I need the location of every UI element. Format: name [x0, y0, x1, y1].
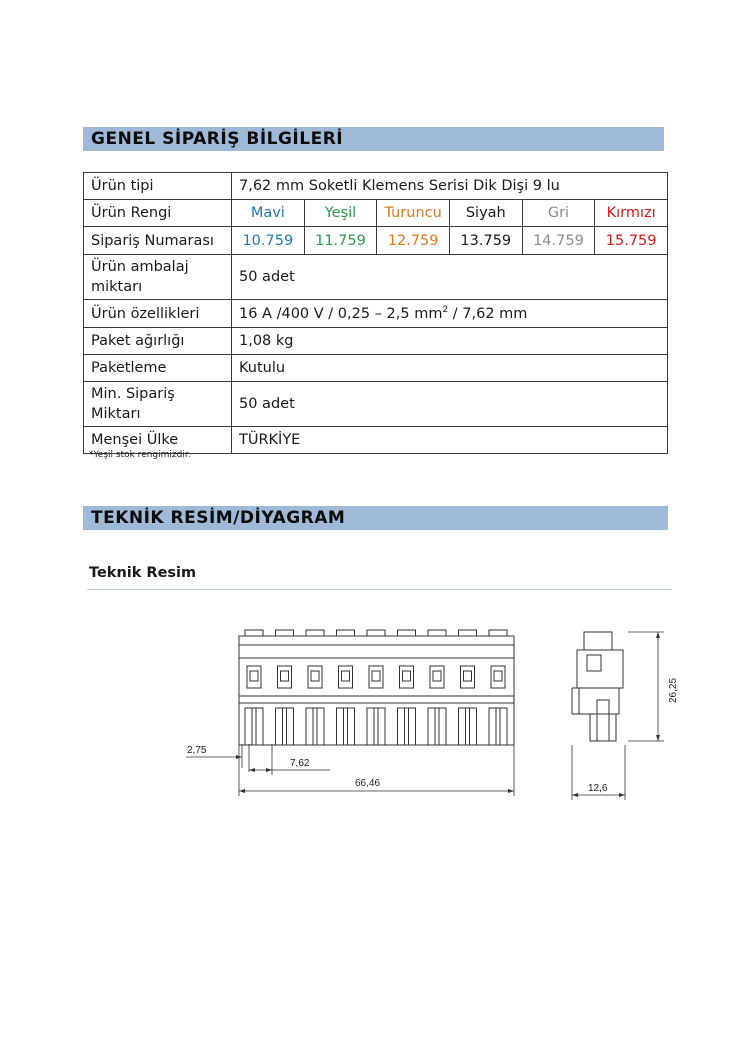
order-code: 10.759 [232, 227, 305, 255]
order-number-label: Sipariş Numarası [84, 227, 232, 255]
dimension-lines [186, 632, 664, 800]
packing-value: Kutulu [232, 355, 668, 382]
section-title-order-info: GENEL SİPARİŞ BİLGİLERİ [83, 127, 664, 151]
stock-color-note: *Yeşil stok rengimizdir. [89, 450, 191, 460]
side-view-drawing [572, 632, 623, 741]
order-code: 14.759 [522, 227, 595, 255]
product-type-value: 7,62 mm Soketli Klemens Serisi Dik Dişi 9 lu [232, 173, 668, 200]
features-superscript: 2 [442, 305, 449, 316]
weight-value: 1,08 kg [232, 328, 668, 355]
dim-pin-offset: 2,75 [187, 745, 207, 756]
order-code: 11.759 [304, 227, 377, 255]
order-code: 13.759 [449, 227, 522, 255]
origin-value: TÜRKİYE [232, 427, 668, 454]
color-name: Turuncu [377, 200, 450, 227]
color-name: Gri [522, 200, 595, 227]
label-line: Min. Sipariş [91, 386, 175, 402]
label-line: Miktarı [91, 406, 141, 422]
dim-width: 12,6 [588, 783, 608, 794]
product-type-label: Ürün tipi [84, 173, 232, 200]
features-text: 16 A /400 V / 0,25 – 2,5 mm [239, 305, 443, 322]
order-code: 12.759 [377, 227, 450, 255]
label-line: Ürün ambalaj [91, 259, 189, 275]
dim-height: 26,25 [668, 677, 679, 703]
front-view-drawing [239, 630, 514, 745]
color-name: Siyah [449, 200, 522, 227]
package-quantity-value: 50 adet [232, 255, 668, 300]
features-label: Ürün özellikleri [84, 300, 232, 328]
technical-drawing-subtitle: Teknik Resim [89, 565, 197, 581]
color-name: Mavi [232, 200, 305, 227]
color-name: Kırmızı [595, 200, 668, 227]
color-name: Yeşil [304, 200, 377, 227]
dim-length: 66,46 [355, 778, 381, 789]
section-title-technical-drawing: TEKNİK RESİM/DİYAGRAM [83, 506, 668, 530]
order-code: 15.759 [595, 227, 668, 255]
dim-pitch: 7,62 [290, 758, 310, 769]
origin-label: Menşei Ülke [84, 427, 232, 454]
features-text: / 7,62 mm [448, 305, 528, 322]
weight-label: Paket ağırlığı [84, 328, 232, 355]
min-order-value: 50 adet [232, 382, 668, 427]
packing-label: Paketleme [84, 355, 232, 382]
label-line: miktarı [91, 279, 143, 295]
color-label: Ürün Rengi [84, 200, 232, 227]
